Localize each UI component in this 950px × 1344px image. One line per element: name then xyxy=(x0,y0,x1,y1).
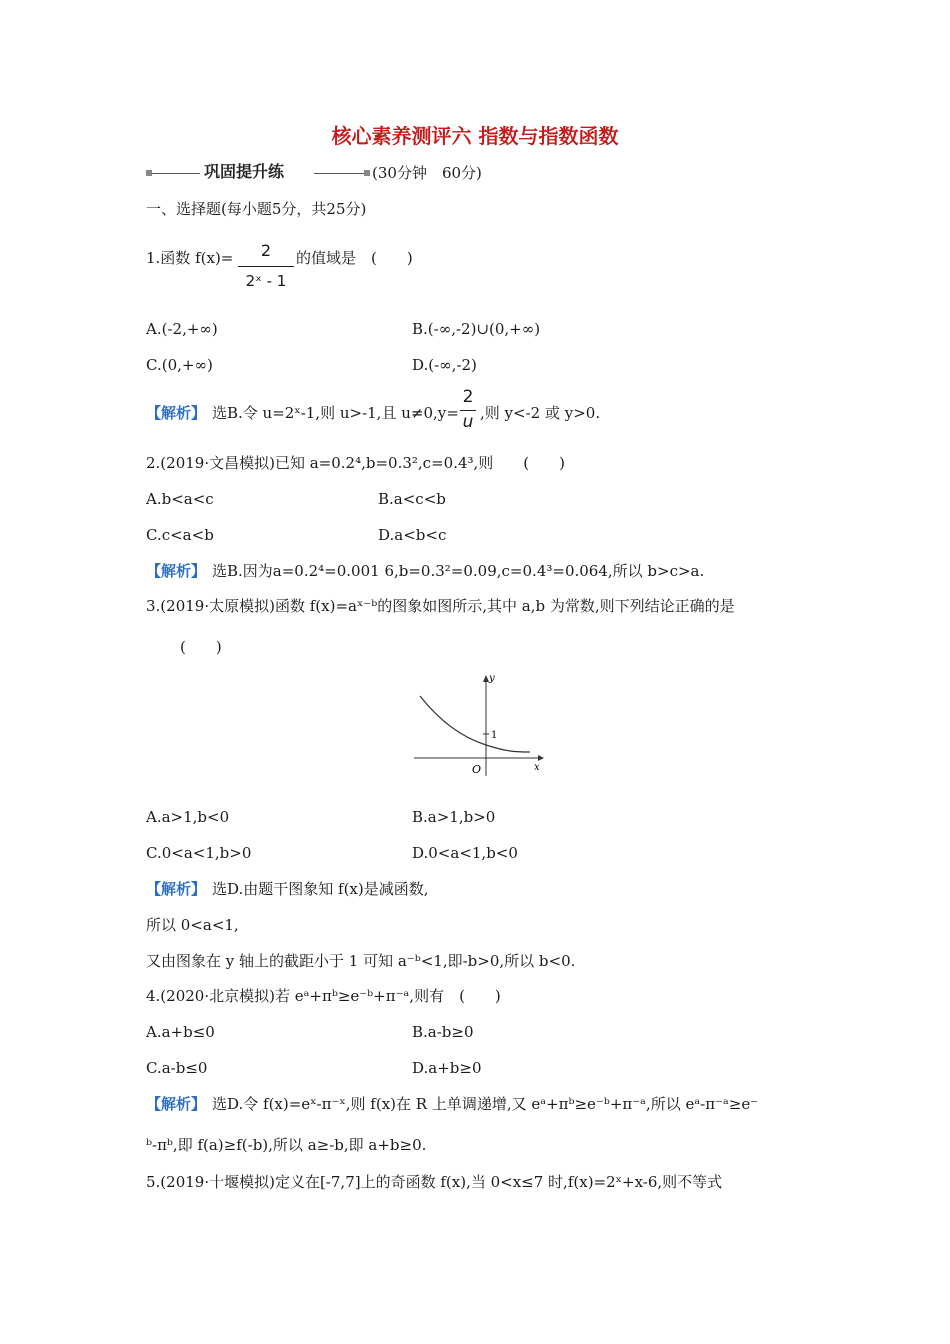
q1-answer-pre: 选B.令 u=2ˣ-1,则 u>-1,且 u≠0,y= xyxy=(212,404,459,422)
q2-option-d: D.a<b<c xyxy=(378,526,447,544)
q3-stem: 3.(2019·太原模拟)函数 f(x)=aˣ⁻ᵇ的图象如图所示,其中 a,b 为常数,则下列结论正确的是 xyxy=(146,597,735,615)
page-title: 核心素养测评六 指数与指数函数 xyxy=(331,124,619,148)
banner-line-left xyxy=(152,173,200,174)
q3-option-c: C.0<a<1,b>0 xyxy=(146,844,252,862)
q2-option-b: B.a<c<b xyxy=(378,490,446,508)
section-heading: 一、选择题(每小题5分，共25分) xyxy=(146,200,367,218)
q4-option-d: D.a+b≥0 xyxy=(412,1059,482,1077)
q3-answer-line-1: 选D.由题干图象知 f(x)是减函数, xyxy=(212,880,429,898)
q1-answer-post: ,则 y<-2 或 y>0. xyxy=(480,404,601,422)
q4-stem: 4.(2020·北京模拟)若 eᵃ+πᵇ≥e⁻ᵇ+π⁻ᵃ,则有 ( ) xyxy=(146,987,501,1005)
section-banner xyxy=(146,162,506,186)
q1-answer-fraction-bar xyxy=(460,410,476,411)
q4-answer-line-1: 选D.令 f(x)=eˣ-π⁻ˣ,则 f(x)在 R 上单调递增,又 eᵃ+πᵇ≥e⁻ᵇ+π⁻ᵃ,所以 eᵃ-π⁻ᵃ≥e⁻ xyxy=(212,1095,759,1113)
q3-answer-line-3: 又由图象在 y 轴上的截距小于 1 可知 a⁻ᵇ<1,即-b>0,所以 b<0. xyxy=(146,952,576,970)
q2-stem: 2.(2019·文昌模拟)已知 a=0.2⁴,b=0.3²,c=0.4³,则 ( ) xyxy=(146,454,565,472)
q3-option-b: B.a>1,b>0 xyxy=(412,808,496,826)
q4-answer-tag: 【解析】 xyxy=(146,1095,207,1113)
q1-option-c: C.(0,+∞) xyxy=(146,356,213,374)
q3-option-a: A.a>1,b<0 xyxy=(146,808,230,826)
q1-answer-denominator: u xyxy=(462,412,474,432)
x-axis-label: x xyxy=(534,762,540,773)
q3-paren: ( ) xyxy=(180,638,222,656)
q2-option-c: C.c<a<b xyxy=(146,526,214,544)
q3-graph xyxy=(412,672,548,780)
banner-label: 巩固提升练 xyxy=(204,162,285,181)
q5-stem: 5.(2019·十堰模拟)定义在[-7,7]上的奇函数 f(x),当 0<x≤7 时,f(x)=2ˣ+x-6,则不等式 xyxy=(146,1173,723,1191)
q1-fraction xyxy=(238,243,294,293)
origin-label: O xyxy=(472,763,482,776)
q4-answer-line-2: ᵇ-πᵇ,即 f(a)≥f(-b),所以 a≥-b,即 a+b≥0. xyxy=(146,1136,427,1154)
banner-time: (30分钟 60分) xyxy=(372,164,482,182)
q1-fraction-numerator: 2 xyxy=(260,241,272,260)
q3-answer-tag: 【解析】 xyxy=(146,880,207,898)
banner-square-right xyxy=(364,170,370,176)
q1-option-b: B.(-∞,-2)∪(0,+∞) xyxy=(412,320,541,338)
y-axis-label: y xyxy=(489,673,495,684)
q3-option-d: D.0<a<1,b<0 xyxy=(412,844,518,862)
q1-fraction-bar xyxy=(238,266,294,267)
q4-option-a: A.a+b≤0 xyxy=(146,1023,215,1041)
y-axis xyxy=(483,675,489,776)
q1-stem-post: 的值域是 ( ) xyxy=(296,249,413,267)
tick-label-1: 1 xyxy=(491,730,498,741)
q1-option-a: A.(-2,+∞) xyxy=(146,320,218,338)
q1-answer-numerator: 2 xyxy=(462,387,474,407)
x-axis xyxy=(414,755,544,761)
q1-answer-fraction xyxy=(458,389,478,437)
q1-answer-tag: 【解析】 xyxy=(146,404,207,422)
decay-curve xyxy=(420,696,530,752)
q2-answer: 选B.因为a=0.2⁴=0.001 6,b=0.3²=0.09,c=0.4³=0.064,所以 b>c>a. xyxy=(212,562,705,580)
q2-answer-tag: 【解析】 xyxy=(146,562,207,580)
q3-answer-line-2: 所以 0<a<1, xyxy=(146,916,239,934)
q4-option-b: B.a-b≥0 xyxy=(412,1023,474,1041)
banner-line-right xyxy=(314,173,366,174)
q1-stem-pre: 1.函数 f(x)= xyxy=(146,249,234,267)
q1-option-d: D.(-∞,-2) xyxy=(412,356,477,374)
q2-option-a: A.b<a<c xyxy=(146,490,214,508)
q1-fraction-denominator: 2ˣ - 1 xyxy=(245,272,287,290)
q4-option-c: C.a-b≤0 xyxy=(146,1059,208,1077)
